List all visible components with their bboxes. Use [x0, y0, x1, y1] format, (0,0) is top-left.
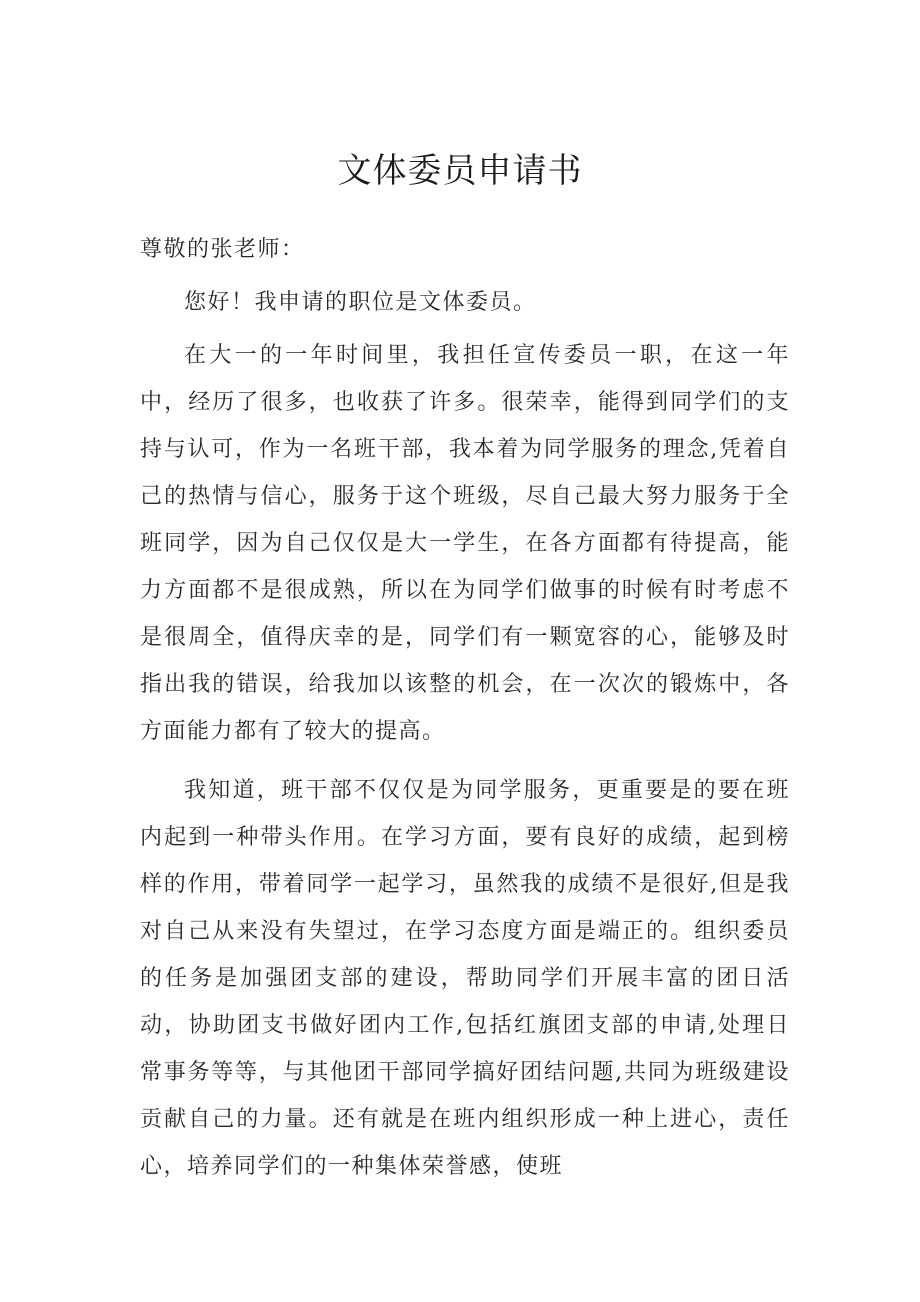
salutation: 尊敬的张老师： [140, 237, 305, 262]
document-body [140, 226, 790, 1190]
paragraph-3: 我知道，班干部不仅仅是为同学服务，更重要是的要在班内起到一种带头作用。在学习方面，要有良好的成绩，起到榜样的作用，带着同学一起学习，虽然我的成绩不是很好,但是我对自己从来没有失望过，在学习态度方面是端正的。组织委员的任务是加强团支部的建设，帮助同学们开展丰富的团日活动，协助团支书做好团内工作,包括红旗团支部的申请,处理日常事务等等，与其他团干部同学搞好团结问题,共同为班级建设贡献自己的力量。还有就是在班内组织形成一种上进心，责任心，培养同学们的一种集体荣誉感，使班 [140, 778, 790, 1179]
paragraph-1: 您好！我申请的职位是文体委员。 [184, 290, 537, 315]
paragraph-2: 在大一的一年时间里，我担任宣传委员一职，在这一年中，经历了很多，也收获了许多。很荣幸，能得到同学们的支持与认可，作为一名班干部，我本着为同学服务的理念,凭着自己的热情与信心，服务于这个班级，尽自己最大努力服务于全班同学，因为自己仅仅是大一学生，在各方面都有待提高，能力方面都不是很成熟，所以在为同学们做事的时候有时考虑不是很周全，值得庆幸的是，同学们有一颗宽容的心，能够及时指出我的错误，给我加以该整的机会，在一次次的锻炼中，各方面能力都有了较大的提高。 [140, 343, 790, 744]
document-title: 文体委员申请书 [337, 151, 583, 191]
